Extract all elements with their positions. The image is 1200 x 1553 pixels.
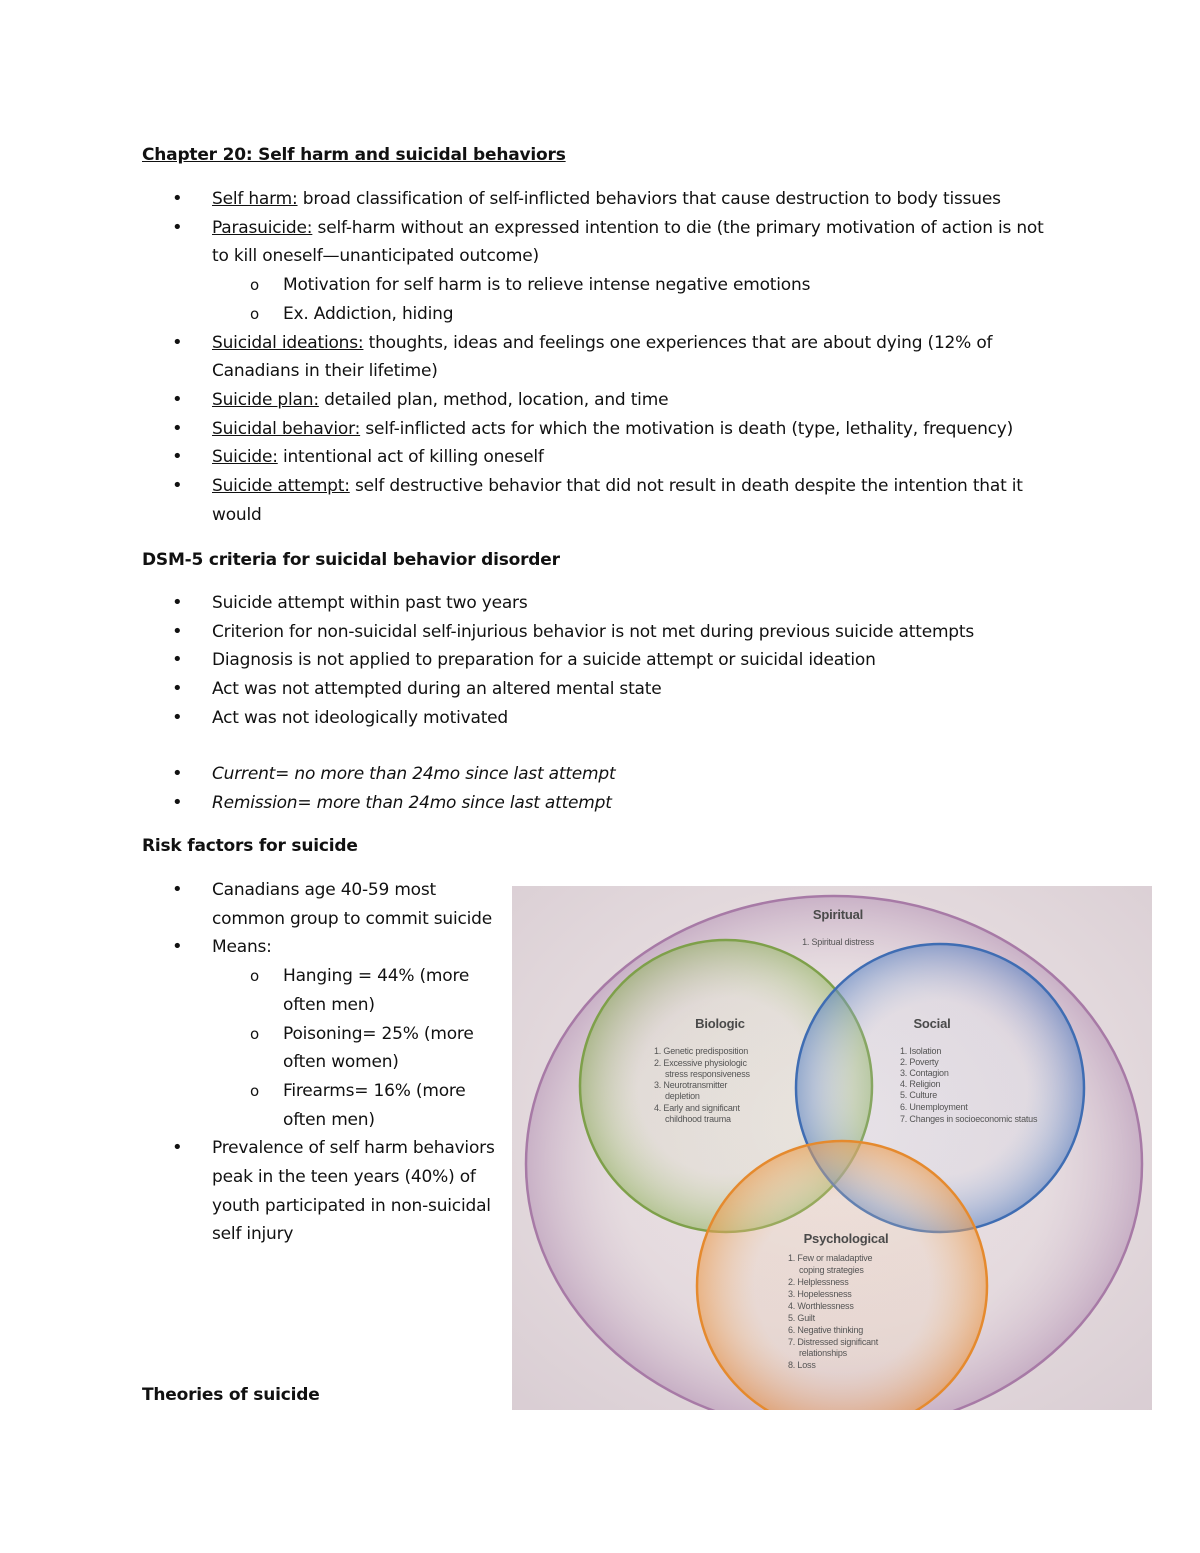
chapter-heading xyxy=(142,145,566,165)
list-item: • Act was not ideologically motivated xyxy=(142,704,1102,733)
list-item xyxy=(142,185,1062,214)
term: Suicidal ideations: xyxy=(212,332,364,353)
dsm-specifier-list xyxy=(142,760,1102,817)
biologic-title: Biologic xyxy=(695,1016,745,1031)
psychological-item: 7. Distressed significant xyxy=(788,1337,879,1347)
definition: self destructive behavior that did not result in death despite the intention that it would xyxy=(212,476,1023,525)
psychological-item: 2. Helplessness xyxy=(788,1277,849,1287)
social-item: 1. Isolation xyxy=(900,1046,942,1056)
theories-heading: Theories of suicide xyxy=(142,1385,320,1405)
social-item: 4. Religion xyxy=(900,1079,941,1089)
list-item xyxy=(142,415,1062,444)
spiritual-title: Spiritual xyxy=(812,907,864,922)
biologic-item: childhood trauma xyxy=(665,1114,731,1124)
psychological-title: Psychological xyxy=(803,1231,889,1246)
social-item: 5. Culture xyxy=(900,1090,938,1100)
psychological-item: 1. Few or maladaptive xyxy=(788,1253,873,1263)
sub-list xyxy=(212,271,1062,328)
list-item: • Current= no more than 24mo since last attempt xyxy=(142,760,1102,789)
psychological-item: coping strategies xyxy=(799,1265,864,1275)
dsm-heading: DSM-5 criteria for suicidal behavior disorder xyxy=(142,550,560,570)
list-item xyxy=(142,443,1062,472)
biologic-item: 2. Excessive physiologic xyxy=(654,1058,747,1068)
spiritual-item: 1. Spiritual distress xyxy=(802,937,874,947)
term: Self harm: xyxy=(212,189,298,209)
means-list xyxy=(212,962,502,1134)
social-item: 3. Contagion xyxy=(900,1068,949,1078)
biologic-item: depletion xyxy=(665,1091,700,1101)
list-item: • Suicide attempt within past two years xyxy=(142,589,1102,618)
list-item: • Act was not attempted during an altered mental state xyxy=(142,675,1102,704)
term: Suicide plan: xyxy=(212,389,319,410)
definition: self-harm without an expressed intention to die (the primary motivation of action is not to kill oneself—unanticipated outcome) xyxy=(212,217,1044,267)
list-item xyxy=(142,933,502,1134)
sub-list-item: o Motivation for self harm is to relieve intense negative emotions xyxy=(212,271,1062,300)
term: Suicide attempt: xyxy=(212,476,350,497)
risk-heading: Risk factors for suicide xyxy=(142,836,358,856)
definition: intentional act of killing oneself xyxy=(277,447,544,468)
list-item: • Prevalence of self harm behaviors peak in the teen years (40%) of youth participated in non-suicidal self injury xyxy=(142,1134,502,1249)
means-label: Means: xyxy=(212,937,272,958)
social-item: 2. Poverty xyxy=(900,1057,939,1067)
social-item: 6. Unemployment xyxy=(900,1102,968,1112)
sub-list-item: o Ex. Addiction, hiding xyxy=(212,300,1062,329)
social-title: Social xyxy=(913,1016,951,1031)
list-item: • Diagnosis is not applied to preparation for a suicide attempt or suicidal ideation xyxy=(142,646,1102,675)
definition: broad classification of self-inflicted behaviors that cause destruction to body tissues xyxy=(297,189,1001,209)
definition: self-inflicted acts for which the motivation is death (type, lethality, frequency) xyxy=(360,418,1014,439)
biologic-item: 4. Early and significant xyxy=(654,1103,740,1113)
term: Suicide: xyxy=(212,447,278,468)
definition: thoughts, ideas and feelings one experiences that are about dying (12% of Canadians in their lifetime) xyxy=(212,332,993,382)
term: Parasuicide: xyxy=(212,217,313,238)
list-item: • Canadians age 40-59 most common group to commit suicide xyxy=(142,876,502,933)
biologic-item: 1. Genetic predisposition xyxy=(654,1046,749,1056)
sub-list-item: o Firearms= 16% (more often men) xyxy=(212,1077,502,1134)
dsm-criteria-list xyxy=(142,589,1102,733)
definitions-list xyxy=(142,185,1062,529)
psychological-item: relationships xyxy=(799,1348,847,1358)
chapter-heading-text: Chapter 20: Self harm and suicidal behaviors xyxy=(142,145,566,165)
biologic-item: 3. Neurotransmitter xyxy=(654,1080,728,1090)
psychological-item: 4. Worthlessness xyxy=(788,1301,854,1311)
list-item: • Remission= more than 24mo since last attempt xyxy=(142,789,1102,818)
psychological-circle xyxy=(697,1141,987,1410)
social-item: 7. Changes in socioeconomic status xyxy=(900,1114,1038,1124)
psychological-item: 5. Guilt xyxy=(788,1313,815,1323)
sub-list-item: o Hanging = 44% (more often men) xyxy=(212,962,502,1019)
list-item xyxy=(142,472,1062,529)
risk-factors-list xyxy=(142,876,502,1249)
psychological-item: 8. Loss xyxy=(788,1360,816,1370)
term: Suicidal behavior: xyxy=(212,418,361,439)
psychological-item: 6. Negative thinking xyxy=(788,1325,864,1335)
list-item: • Criterion for non-suicidal self-injurious behavior is not met during previous suicide attempts xyxy=(142,618,1102,647)
list-item xyxy=(142,386,1062,415)
list-item xyxy=(142,214,1062,329)
risk-factors-venn-diagram xyxy=(512,886,1152,1410)
psychological-item: 3. Hopelessness xyxy=(788,1289,852,1299)
list-item xyxy=(142,329,1062,386)
definition: detailed plan, method, location, and time xyxy=(318,389,669,410)
sub-list-item: o Poisoning= 25% (more often women) xyxy=(212,1020,502,1077)
biologic-item: stress responsiveness xyxy=(665,1069,750,1079)
